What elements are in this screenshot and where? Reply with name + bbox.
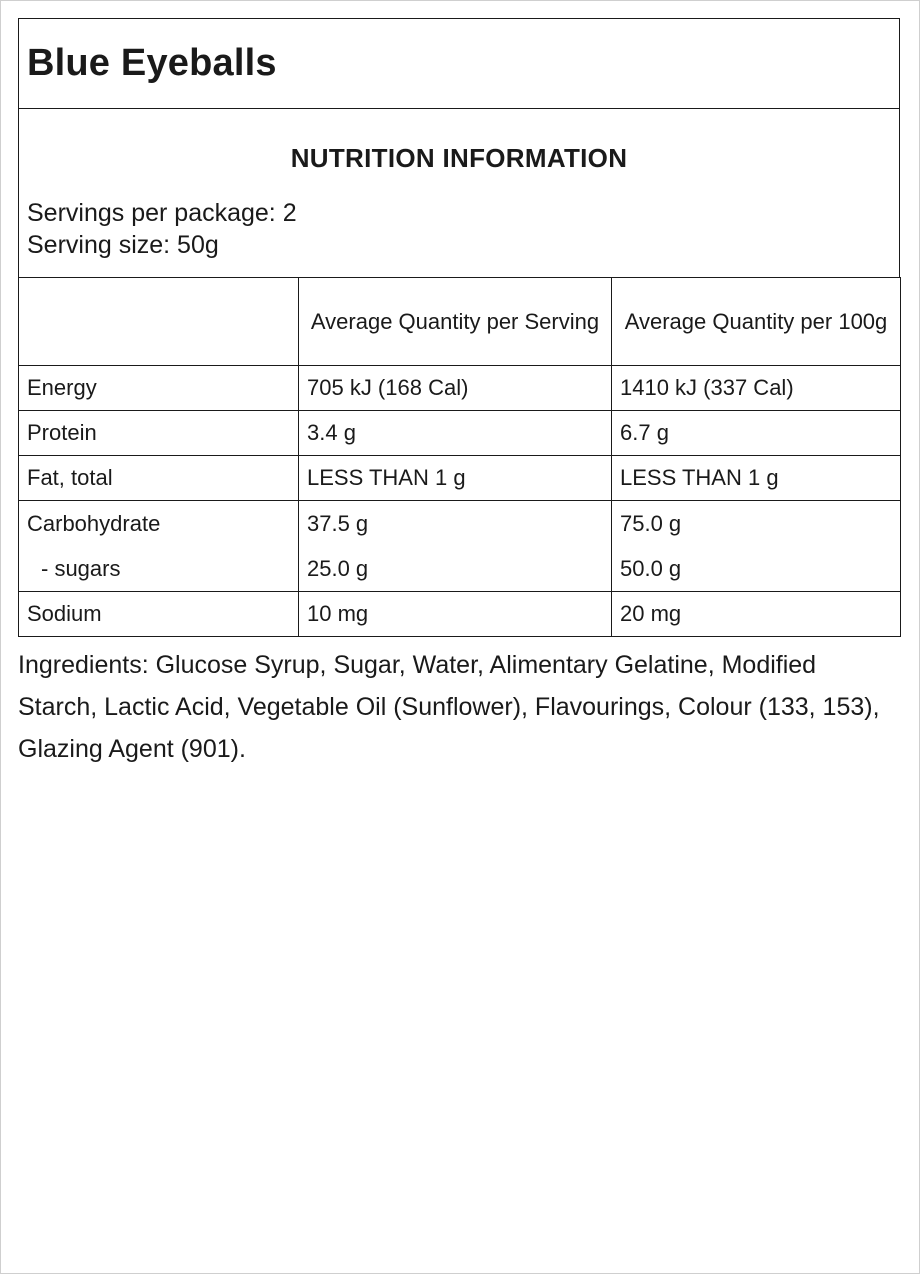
column-header-per-serving: Average Quantity per Serving	[299, 278, 612, 366]
nutrition-table	[18, 277, 901, 637]
protein-per-100g: 6.7 g	[612, 411, 901, 456]
table-row	[19, 366, 901, 411]
servings-block	[27, 197, 297, 261]
row-label-fat-total: Fat, total	[19, 456, 299, 501]
sugars-per-100g: 50.0 g	[620, 556, 682, 581]
fat-per-serving: LESS THAN 1 g	[299, 456, 612, 501]
row-label-sugars: - sugars	[41, 556, 121, 581]
sodium-per-serving: 10 mg	[299, 592, 612, 637]
fat-per-100g: LESS THAN 1 g	[612, 456, 901, 501]
energy-per-serving: 705 kJ (168 Cal)	[299, 366, 612, 411]
carbohydrate-per-serving-group	[299, 501, 612, 592]
row-label-carbohydrate: Carbohydrate	[27, 511, 161, 536]
row-label-sodium: Sodium	[19, 592, 299, 637]
carbohydrate-per-100g: 75.0 g	[620, 511, 682, 536]
sugars-per-serving: 25.0 g	[307, 556, 369, 581]
row-label-carbohydrate-group	[19, 501, 299, 592]
column-header-label	[19, 278, 299, 366]
column-header-per-100g: Average Quantity per 100g	[612, 278, 901, 366]
table-row	[19, 411, 901, 456]
nutrition-panel	[18, 18, 900, 637]
table-header-row	[19, 278, 901, 366]
carbohydrate-per-serving: 37.5 g	[307, 511, 369, 536]
ingredients-text: Ingredients: Glucose Syrup, Sugar, Water, Alimentary Gelatine, Modified Starch, Lactic Acid, Vegetable Oil (Sunflower), Flavourings, Colour (133, 153), Glazing Agent (901).	[18, 651, 880, 763]
sodium-per-100g: 20 mg	[612, 592, 901, 637]
table-row	[19, 501, 901, 592]
nutrition-heading: NUTRITION INFORMATION	[290, 143, 628, 173]
protein-per-serving: 3.4 g	[299, 411, 612, 456]
product-title: Blue Eyeballs	[27, 42, 277, 84]
energy-per-100g: 1410 kJ (337 Cal)	[612, 366, 901, 411]
table-row	[19, 592, 901, 637]
nutrition-info-box	[18, 109, 900, 277]
row-label-energy: Energy	[19, 366, 299, 411]
carbohydrate-per-100g-group	[612, 501, 901, 592]
title-box	[18, 18, 900, 109]
servings-per-package: Servings per package: 2	[27, 199, 297, 227]
serving-size: Serving size: 50g	[27, 231, 219, 259]
table-row	[19, 456, 901, 501]
row-label-protein: Protein	[19, 411, 299, 456]
